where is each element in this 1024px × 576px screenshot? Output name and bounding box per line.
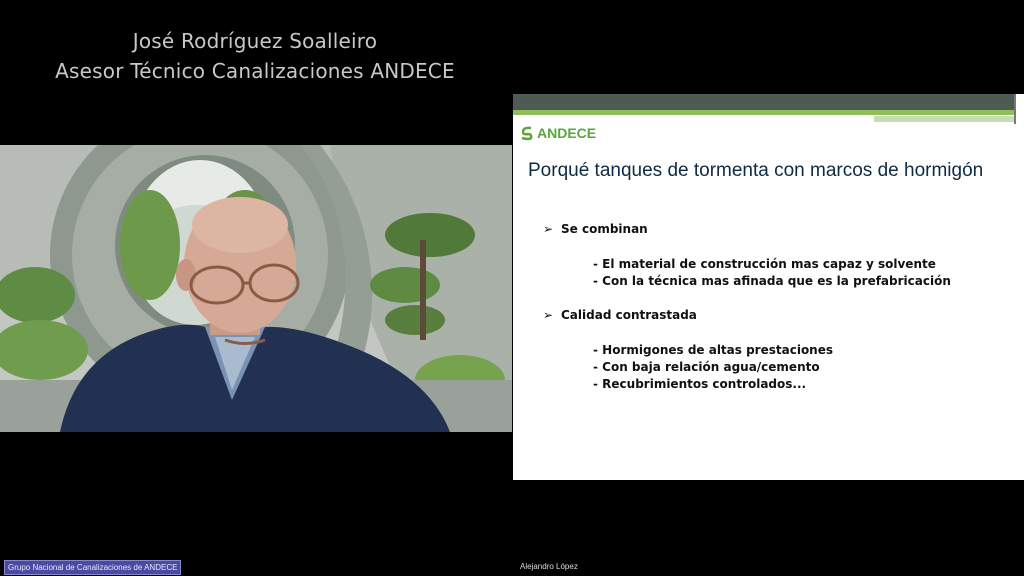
participant-video[interactable] (0, 145, 512, 432)
slide-accent-bar (513, 110, 1024, 115)
slide-edge (1014, 94, 1024, 124)
speaker-caption (0, 26, 510, 86)
andece-logo-icon (519, 125, 535, 141)
arrow-icon: ➢ (543, 308, 554, 322)
bullet-calidad (543, 308, 697, 322)
video-frame-image (0, 145, 512, 432)
participant-name-label-left: Grupo Nacional de Canalizaciones de ANDECE (4, 560, 181, 575)
slide-accent-bar-secondary (874, 116, 1024, 122)
list-item: - Con la técnica mas afinada que es la prefabricación (593, 274, 951, 288)
andece-logo (519, 124, 596, 142)
bullet-combinan (543, 222, 648, 236)
list-item: - El material de construcción mas capaz y solvente (593, 257, 936, 271)
andece-logo-text: ANDECE (537, 125, 597, 141)
participant-name-label-right: Alejandro López (520, 562, 578, 571)
shared-slide (513, 94, 1024, 480)
bullet-label: Calidad contrastada (561, 308, 697, 322)
list-item: - Recubrimientos controlados... (593, 377, 807, 391)
arrow-icon: ➢ (543, 222, 554, 236)
slide-title: Porqué tanques de tormenta con marcos de hormigón (528, 160, 984, 181)
list-item: - Hormigones de altas prestaciones (593, 343, 834, 357)
bullet-label: Se combinan (561, 222, 648, 236)
slide-header-bar (513, 94, 1024, 110)
speaker-role: Asesor Técnico Canalizaciones ANDECE (55, 59, 455, 83)
speaker-name: José Rodríguez Soalleiro (132, 29, 378, 53)
list-item: - Con baja relación agua/cemento (593, 360, 820, 374)
